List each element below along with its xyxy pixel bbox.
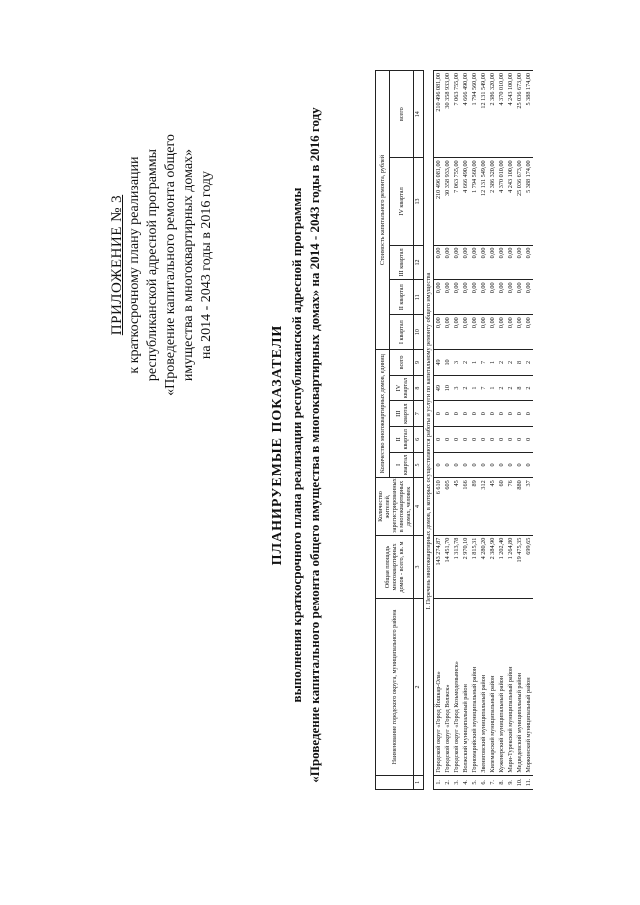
row-houses-q3: 0 — [497, 401, 506, 427]
row-houses-q2: 0 — [470, 427, 479, 453]
row-houses-total: 2 — [461, 350, 470, 376]
row-houses-total: 2 — [524, 350, 533, 376]
row-cost-q2: 0,00 — [470, 280, 479, 315]
row-cost-q3: 0,00 — [434, 245, 444, 280]
row-cost-q1: 0,00 — [524, 315, 533, 350]
row-cost-q4: 25 036 673,00 — [515, 158, 524, 245]
row-houses-q4: 2 — [506, 375, 515, 401]
row-area: 19 475,35 — [515, 535, 524, 599]
row-number: 7. — [488, 775, 497, 789]
row-number: 3. — [452, 775, 461, 789]
row-houses-q1: 0 — [506, 452, 515, 478]
column-number: 10 — [414, 315, 424, 350]
row-cost-q4: 1 794 560,00 — [470, 158, 479, 245]
column-number: 3 — [414, 535, 424, 599]
row-cost-q2: 0,00 — [479, 280, 488, 315]
header-row — [376, 71, 390, 790]
row-cost-q2: 0,00 — [461, 280, 470, 315]
row-name: Килемарский муниципальный район — [488, 599, 497, 775]
row-cost-q3: 0,00 — [443, 245, 452, 280]
table-row — [515, 71, 524, 790]
row-area: 2 384,90 — [488, 535, 497, 599]
column-number: 4 — [414, 478, 424, 535]
row-name: Городской округ «Город Йошкар-Ола» — [434, 599, 444, 775]
row-area: 14 451,70 — [443, 535, 452, 599]
row-area: 699,65 — [524, 535, 533, 599]
row-cost-q1: 0,00 — [470, 315, 479, 350]
row-residents: 45 — [452, 478, 461, 535]
row-cost-total: 12 131 549,00 — [479, 71, 488, 158]
row-houses-total: 2 — [497, 350, 506, 376]
row-houses-q4: 2 — [497, 375, 506, 401]
row-houses-q3: 0 — [506, 401, 515, 427]
column-number: 7 — [414, 401, 424, 427]
row-cost-q2: 0,00 — [452, 280, 461, 315]
row-houses-q1: 0 — [515, 452, 524, 478]
row-cost-q2: 0,00 — [524, 280, 533, 315]
row-cost-total: 210 496 081,00 — [434, 71, 444, 158]
row-houses-q4: 2 — [524, 375, 533, 401]
row-houses-q4: 1 — [488, 375, 497, 401]
row-houses-q2: 0 — [506, 427, 515, 453]
row-cost-q3: 0,00 — [452, 245, 461, 280]
column-number: 9 — [414, 350, 424, 376]
row-cost-q1: 0,00 — [443, 315, 452, 350]
row-houses-q1: 0 — [488, 452, 497, 478]
column-number: 12 — [414, 245, 424, 280]
row-houses-q3: 0 — [524, 401, 533, 427]
row-cost-q3: 0,00 — [497, 245, 506, 280]
row-number: 4. — [461, 775, 470, 789]
column-number: 8 — [414, 375, 424, 401]
table-row — [488, 71, 497, 790]
row-cost-q4: 4 666 490,00 — [461, 158, 470, 245]
row-cost-q4: 210 496 081,00 — [434, 158, 444, 245]
appendix-number: ПРИЛОЖЕНИЕ № 3 — [109, 194, 125, 336]
row-residents: 89 — [470, 478, 479, 535]
row-name: Горномарийский муниципальный район — [470, 599, 479, 775]
row-cost-total: 2 386 320,00 — [488, 71, 497, 158]
row-number: 9. — [506, 775, 515, 789]
row-residents: 605 — [443, 478, 452, 535]
row-houses-total: 7 — [479, 350, 488, 376]
column-number: 13 — [414, 158, 424, 245]
row-cost-q2: 0,00 — [434, 280, 444, 315]
row-houses-q1: 0 — [452, 452, 461, 478]
row-cost-q2: 0,00 — [506, 280, 515, 315]
row-cost-total: 7 063 755,00 — [452, 71, 461, 158]
row-cost-total: 4 666 490,00 — [461, 71, 470, 158]
row-cost-q2: 0,00 — [488, 280, 497, 315]
row-houses-q3: 0 — [470, 401, 479, 427]
row-houses-q4: 2 — [461, 375, 470, 401]
header-q4: IV квартал — [390, 375, 414, 401]
row-cost-q3: 0,00 — [524, 245, 533, 280]
row-houses-q1: 0 — [470, 452, 479, 478]
column-number: 11 — [414, 280, 424, 315]
row-houses-q1: 0 — [434, 452, 444, 478]
row-houses-q3: 0 — [452, 401, 461, 427]
row-houses-q2: 0 — [434, 427, 444, 453]
appendix-line: на 2014 - 2043 годы в 2016 году — [199, 170, 214, 360]
row-houses-q4: 1 — [470, 375, 479, 401]
row-houses-q2: 0 — [524, 427, 533, 453]
header-name: Наименование городского округа, муниципального района — [376, 599, 414, 775]
row-residents: 880 — [515, 478, 524, 535]
row-residents: 6 610 — [434, 478, 444, 535]
row-houses-q3: 0 — [461, 401, 470, 427]
column-number-row — [414, 71, 424, 790]
row-houses-total: 49 — [434, 350, 444, 376]
title-program: «Проведение капитального ремонта общего имущества в многоквартирных домах» на 2014 - 2043 годы в 2016 году — [307, 107, 322, 783]
row-area: 1 313,78 — [452, 535, 461, 599]
row-cost-total: 4 243 100,00 — [506, 71, 515, 158]
row-area: 1 815,31 — [470, 535, 479, 599]
row-cost-q1: 0,00 — [497, 315, 506, 350]
row-area: 2 970,10 — [461, 535, 470, 599]
row-residents: 76 — [506, 478, 515, 535]
table-row — [452, 71, 461, 790]
row-cost-q1: 0,00 — [488, 315, 497, 350]
row-houses-q4: 10 — [443, 375, 452, 401]
column-number: 5 — [414, 452, 424, 478]
row-houses-q3: 0 — [488, 401, 497, 427]
row-residents: 312 — [479, 478, 488, 535]
row-cost-q4: 7 063 755,00 — [452, 158, 461, 245]
header-q1: I квартал — [390, 452, 414, 478]
row-houses-q4: 3 — [452, 375, 461, 401]
table-row — [434, 71, 444, 790]
row-name: Медведевский муниципальный район — [515, 599, 524, 775]
row-houses-total: 10 — [443, 350, 452, 376]
appendix-block — [108, 115, 216, 415]
column-number: 1 — [414, 775, 424, 789]
row-cost-q4: 30 358 933,00 — [443, 158, 452, 245]
table-row — [443, 71, 452, 790]
title-subheading: выполнения краткосрочного плана реализации республиканской адресной программы — [289, 187, 304, 703]
row-area: 1 264,80 — [506, 535, 515, 599]
row-name: Куженерский муниципальный район — [497, 599, 506, 775]
row-number: 11. — [524, 775, 533, 789]
row-area: 1 202,40 — [497, 535, 506, 599]
row-houses-q2: 0 — [443, 427, 452, 453]
row-cost-q1: 0,00 — [515, 315, 524, 350]
row-name: Городской округ «Город Козьмодемьянск» — [452, 599, 461, 775]
section-title: I. Перечень многоквартирных домов, в которых осуществляются работы и услуги по капитальному ремонту общего имущества — [424, 71, 434, 790]
row-houses-q2: 0 — [515, 427, 524, 453]
appendix-line: «Проведение капитального ремонта общего — [163, 134, 178, 396]
row-cost-q1: 0,00 — [434, 315, 444, 350]
column-number: 14 — [414, 71, 424, 158]
row-houses-q2: 0 — [497, 427, 506, 453]
table-row — [479, 71, 488, 790]
header-total: всего — [390, 350, 414, 376]
row-number: 8. — [497, 775, 506, 789]
row-cost-q4: 12 131 549,00 — [479, 158, 488, 245]
row-houses-q3: 0 — [434, 401, 444, 427]
row-houses-q1: 0 — [524, 452, 533, 478]
row-cost-q3: 0,00 — [506, 245, 515, 280]
document-title — [268, 45, 324, 845]
row-houses-q3: 0 — [443, 401, 452, 427]
header-q1: I квартал — [390, 315, 414, 350]
row-houses-total: 2 — [506, 350, 515, 376]
table-row — [497, 71, 506, 790]
row-cost-q1: 0,00 — [479, 315, 488, 350]
header-q3: III квартал — [390, 401, 414, 427]
header-q4: IV квартал — [390, 158, 414, 245]
row-name: Мари-Турекский муниципальный район — [506, 599, 515, 775]
row-cost-total: 30 358 933,00 — [443, 71, 452, 158]
row-name: Звениговский муниципальный район — [479, 599, 488, 775]
appendix-line: имущества в многоквартирных домах» — [181, 148, 196, 382]
row-cost-q3: 0,00 — [515, 245, 524, 280]
row-cost-q2: 0,00 — [515, 280, 524, 315]
table-row — [524, 71, 533, 790]
header-q2: II квартал — [390, 280, 414, 315]
row-name: Моркинский муниципальный район — [524, 599, 533, 775]
row-houses-q2: 0 — [479, 427, 488, 453]
row-houses-q2: 0 — [461, 427, 470, 453]
row-houses-q2: 0 — [488, 427, 497, 453]
row-cost-q4: 2 386 320,00 — [488, 158, 497, 245]
row-name: Волжский муниципальный район — [461, 599, 470, 775]
row-houses-q1: 0 — [461, 452, 470, 478]
row-name: Городской округ «Город Волжск» — [443, 599, 452, 775]
header-houses-group: Количество многоквартирных домов, единиц — [376, 350, 390, 478]
row-number: 6. — [479, 775, 488, 789]
row-houses-q2: 0 — [452, 427, 461, 453]
row-cost-q3: 0,00 — [479, 245, 488, 280]
row-cost-q1: 0,00 — [506, 315, 515, 350]
row-residents: 166 — [461, 478, 470, 535]
row-residents: 60 — [497, 478, 506, 535]
table-row — [470, 71, 479, 790]
row-houses-q1: 0 — [479, 452, 488, 478]
row-cost-total: 5 388 174,00 — [524, 71, 533, 158]
row-houses-total: 1 — [488, 350, 497, 376]
row-houses-q3: 0 — [515, 401, 524, 427]
row-houses-q4: 8 — [515, 375, 524, 401]
row-houses-q3: 0 — [479, 401, 488, 427]
row-cost-q2: 0,00 — [443, 280, 452, 315]
title-heading: ПЛАНИРУЕМЫЕ ПОКАЗАТЕЛИ — [270, 324, 285, 566]
row-cost-q3: 0,00 — [488, 245, 497, 280]
header-residents: Количество жителей, зарегистрированных в многоквартирных домах, человек — [376, 478, 414, 535]
row-houses-total: 1 — [470, 350, 479, 376]
row-residents: 45 — [488, 478, 497, 535]
row-cost-q3: 0,00 — [461, 245, 470, 280]
row-houses-q4: 7 — [479, 375, 488, 401]
table-row — [506, 71, 515, 790]
indicators-table — [375, 70, 533, 790]
row-number: 2. — [443, 775, 452, 789]
row-cost-total: 25 036 673,00 — [515, 71, 524, 158]
header-q3: III квартал — [390, 245, 414, 280]
row-area: 4 280,20 — [479, 535, 488, 599]
column-number: 6 — [414, 427, 424, 453]
row-cost-total: 1 794 560,00 — [470, 71, 479, 158]
row-number: 10. — [515, 775, 524, 789]
table-row — [461, 71, 470, 790]
row-number: 5. — [470, 775, 479, 789]
row-houses-q1: 0 — [497, 452, 506, 478]
section-row — [424, 71, 434, 790]
row-houses-total: 8 — [515, 350, 524, 376]
header-cell — [376, 775, 414, 789]
row-houses-q1: 0 — [443, 452, 452, 478]
column-number: 2 — [414, 599, 424, 775]
row-number: 1. — [434, 775, 444, 789]
row-houses-total: 3 — [452, 350, 461, 376]
row-cost-q1: 0,00 — [452, 315, 461, 350]
appendix-line: к краткосрочному плану реализации — [127, 156, 142, 374]
row-houses-q4: 49 — [434, 375, 444, 401]
row-area: 143 274,87 — [434, 535, 444, 599]
row-residents: 37 — [524, 478, 533, 535]
appendix-line: республиканской адресной программы — [145, 148, 160, 382]
row-cost-q1: 0,00 — [461, 315, 470, 350]
header-cost-group: Стоимость капитального ремонта, рублей — [376, 71, 390, 350]
row-cost-q3: 0,00 — [470, 245, 479, 280]
row-cost-q2: 0,00 — [497, 280, 506, 315]
header-area: Общая площадь многоквартирных домов - всего, кв. м — [376, 535, 414, 599]
row-cost-total: 4 370 010,00 — [497, 71, 506, 158]
row-cost-q4: 5 388 174,00 — [524, 158, 533, 245]
row-cost-q4: 4 370 010,00 — [497, 158, 506, 245]
row-cost-q4: 4 243 100,00 — [506, 158, 515, 245]
header-total: всего — [390, 71, 414, 158]
header-q2: II квартал — [390, 427, 414, 453]
